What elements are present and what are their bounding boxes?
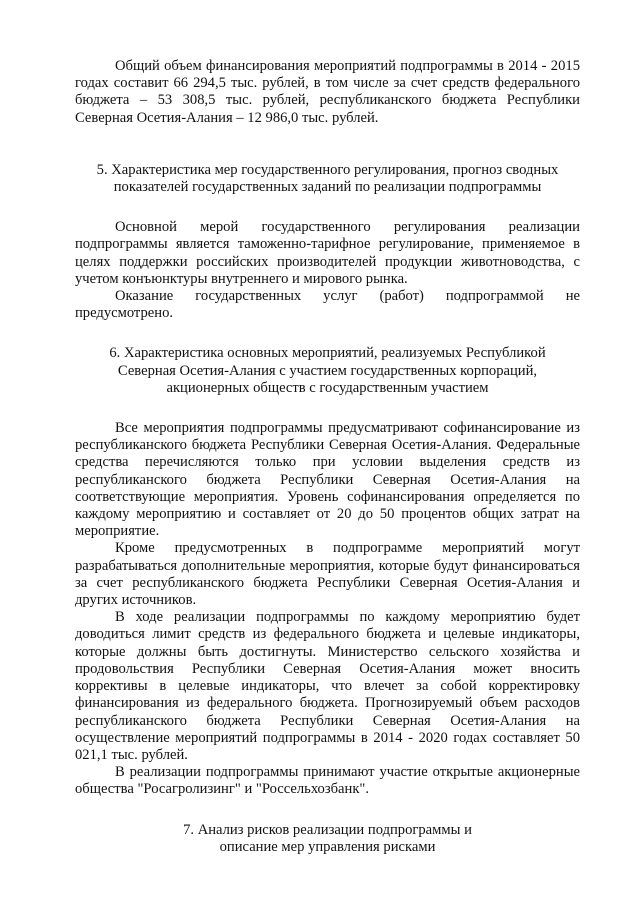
- section-6-heading-line-3: акционерных обществ с государственным участием: [166, 379, 489, 396]
- section-5-heading-line-2: показателей государственных заданий по реализации подпрограммы: [113, 179, 542, 196]
- section-6-paragraph-2: Кроме предусмотренных в подпрограмме мероприятий могут разрабатываться дополнительные мероприятия, которые будут финансироваться за счет республиканского бюджета Республики Северная Осетия-Алания и других источников.: [75, 540, 580, 609]
- spacer: [75, 196, 580, 219]
- spacer: [75, 322, 580, 345]
- section-6-heading-line-2: Северная Осетия-Алания с участием государственных корпораций,: [117, 362, 538, 379]
- spacer: [75, 397, 580, 420]
- section-5-paragraph-1: Основной мерой государственного регулирования реализации подпрограммы является таможенно-тарифное регулирование, применяемое в целях поддержки российских производителей продукции животноводства, с учетом конъюнктуры внутреннего и мирового рынка.: [75, 219, 580, 287]
- section-5-heading-line-1: 5. Характеристика мер государственного регулирования, прогноз сводных: [96, 161, 559, 178]
- section-7-heading-line-1: 7. Анализ рисков реализации подпрограммы и: [183, 821, 472, 838]
- section-6-heading-line-1: 6. Характеристика основных мероприятий, реализуемых Республикой: [109, 345, 546, 362]
- section-5-paragraph-2: Оказание государственных услуг (работ) подпрограммой не предусмотрено.: [75, 288, 580, 322]
- spacer: [75, 799, 580, 822]
- document-page: [75, 58, 580, 856]
- section-6-paragraph-4: В реализации подпрограммы принимают участие открытые акционерные общества "Росагролизинг" и "Россельхозбанк".: [75, 764, 580, 798]
- section-6-paragraph-3: В ходе реализации подпрограммы по каждому мероприятию будет доводиться лимит средств из федерального бюджета и целевые индикаторы, которые должны быть достигнуты. Министерство сельского хозяйства и продовольствия Республики Северная Осетия-Алания может вносить коррективы в целевые индикаторы, что влечет за собой корректировку финансирования из федерального бюджета. Прогнозируемый объем расходов республиканского бюджета Республики Северная Осетия-Алания на осуществление мероприятий подпрограммы в 2014 - 2020 годах составляет 50 021,1 тыс. рублей.: [75, 609, 580, 763]
- section-7-heading-line-2: описание мер управления рисками: [219, 838, 436, 855]
- section-7-heading: [75, 822, 580, 856]
- paragraph-total-financing: Общий объем финансирования мероприятий подпрограммы в 2014 - 2015 годах составит 66 294,5 тыс. рублей, в том числе за счет средств федерального бюджета – 53 308,5 тыс. рублей, республиканского бюджета Республики Северная Осетия-Алания – 12 986,0 тыс. рублей.: [75, 58, 580, 126]
- section-5-heading: [75, 162, 580, 196]
- section-6-heading: [75, 345, 580, 397]
- spacer: [75, 127, 580, 162]
- section-6-paragraph-1: Все мероприятия подпрограммы предусматривают софинансирование из республиканского бюджета Республики Северная Осетия-Алания. Федеральные средства перечисляются только при условии выделения средств из республиканского бюджета Республики Северная Осетия-Алания на соответствующие мероприятия. Уровень софинансирования определяется по каждому мероприятию и составляет от 20 до 50 процентов общих затрат на мероприятие.: [75, 420, 580, 540]
